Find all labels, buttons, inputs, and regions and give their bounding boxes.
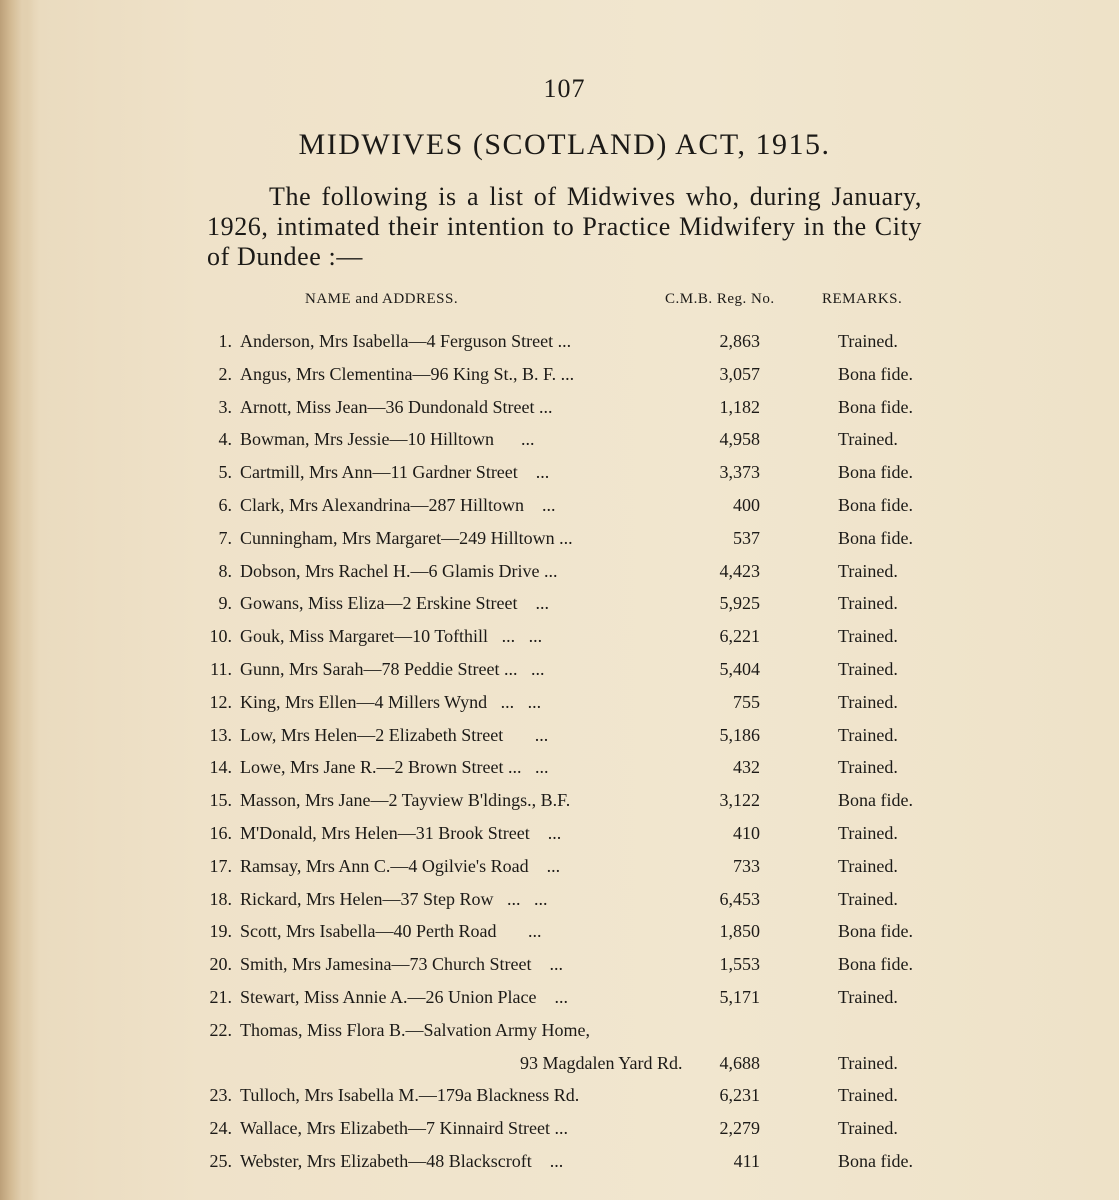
row-name-address: Tulloch, Mrs Isabella M.—179a Blackness Rd. [240, 1085, 580, 1106]
row-remarks: Trained. [838, 757, 898, 778]
table-row [0, 687, 1119, 717]
row-remarks: Bona fide. [838, 1151, 913, 1171]
row-number: 9. [218, 593, 232, 614]
row-number: 19. [209, 921, 232, 942]
row-reg-number: 6,221 [719, 626, 760, 647]
row-number: 25. [209, 1151, 232, 1171]
row-reg-number: 1,182 [719, 396, 760, 417]
row-reg-number: 755 [733, 691, 760, 712]
table-row [0, 523, 1119, 553]
row-number: 2. [218, 363, 232, 384]
row-name-address: Scott, Mrs Isabella—40 Perth Road ... [240, 921, 542, 942]
row-name-address: Wallace, Mrs Elizabeth—7 Kinnaird Street ... [240, 1118, 568, 1139]
table-row [0, 457, 1119, 487]
column-header-name: NAME and ADDRESS. [305, 291, 459, 307]
row-name-address: Webster, Mrs Elizabeth—48 Blackscroft ... [240, 1151, 564, 1171]
row-name-address: Gunn, Mrs Sarah—78 Peddie Street ... ... [240, 659, 545, 679]
row-remarks: Trained. [838, 429, 898, 450]
row-number: 5. [218, 462, 232, 483]
row-number: 22. [209, 1019, 232, 1040]
row-number: 21. [209, 987, 232, 1007]
row-reg-number: 5,171 [719, 987, 760, 1007]
table-row [0, 556, 1119, 586]
row-number: 8. [218, 560, 232, 581]
row-number: 7. [218, 527, 232, 548]
row-reg-number: 537 [733, 527, 760, 548]
row-name-address: Rickard, Mrs Helen—37 Step Row ... ... [240, 888, 548, 909]
row-number: 10. [209, 626, 232, 647]
row-reg-number: 400 [733, 495, 760, 515]
row-reg-number: 411 [733, 1151, 760, 1171]
row-remarks: Trained. [838, 987, 898, 1007]
page-title: MIDWIVES (SCOTLAND) ACT, 1915. [298, 128, 831, 161]
row-name-address: Thomas, Miss Flora B.—Salvation Army Home, [240, 1019, 590, 1040]
row-remarks: Trained. [838, 888, 898, 909]
column-header-reg: C.M.B. Reg. No. [665, 291, 775, 307]
table-row [0, 720, 1119, 750]
row-reg-number: 6,231 [719, 1085, 760, 1106]
row-remarks: Bona fide. [838, 363, 913, 384]
table-row [0, 1048, 1119, 1078]
row-remarks: Bona fide. [838, 396, 913, 417]
row-remarks: Trained. [838, 1085, 898, 1106]
row-reg-number: 1,553 [719, 954, 760, 975]
table-row [0, 1146, 1119, 1176]
table-row [0, 490, 1119, 520]
row-reg-number: 3,122 [719, 790, 760, 811]
row-number: 18. [209, 888, 232, 909]
row-remarks: Trained. [838, 823, 898, 843]
table-row [0, 982, 1119, 1012]
row-number: 20. [209, 954, 232, 975]
row-number: 23. [209, 1085, 232, 1106]
row-remarks: Trained. [838, 724, 898, 745]
row-name-address: Bowman, Mrs Jessie—10 Hilltown ... [240, 429, 535, 450]
row-name-address: Low, Mrs Helen—2 Elizabeth Street ... [240, 724, 549, 745]
row-remarks: Trained. [838, 855, 898, 876]
table-row [0, 1015, 1119, 1045]
row-name-address: Masson, Mrs Jane—2 Tayview B'ldings., B.F. [240, 790, 571, 811]
table-row [0, 392, 1119, 422]
table-row [0, 818, 1119, 848]
row-reg-number: 4,958 [719, 429, 760, 450]
table-row [0, 424, 1119, 454]
row-number: 17. [209, 855, 232, 876]
row-remarks: Trained. [838, 626, 898, 647]
row-reg-number: 2,279 [719, 1118, 760, 1139]
table-row [0, 1080, 1119, 1110]
row-number: 12. [209, 691, 232, 712]
table-row [0, 752, 1119, 782]
row-reg-number: 5,404 [719, 659, 760, 679]
row-name-address: Dobson, Mrs Rachel H.—6 Glamis Drive ... [240, 560, 558, 581]
row-reg-number: 4,423 [719, 560, 760, 581]
row-name-address: M'Donald, Mrs Helen—31 Brook Street ... [240, 823, 562, 843]
row-reg-number: 6,453 [719, 888, 760, 909]
row-reg-number: 2,863 [719, 331, 760, 351]
row-remarks: Trained. [838, 691, 898, 712]
table-row [0, 851, 1119, 881]
row-reg-number: 5,186 [719, 724, 760, 745]
row-remarks: Trained. [838, 1052, 898, 1073]
row-name-address: Gowans, Miss Eliza—2 Erskine Street ... [240, 593, 549, 614]
row-remarks: Bona fide. [838, 495, 913, 515]
row-number: 6. [218, 495, 232, 515]
row-remarks: Trained. [838, 1118, 898, 1139]
row-name-address: Gouk, Miss Margaret—10 Tofthill ... ... [240, 626, 543, 647]
row-remarks: Bona fide. [838, 462, 913, 483]
row-reg-number: 4,688 [719, 1052, 760, 1073]
row-name-address: Ramsay, Mrs Ann C.—4 Ogilvie's Road ... [240, 855, 561, 876]
row-address-continuation: 93 Magdalen Yard Rd. [520, 1052, 683, 1073]
row-name-address: Clark, Mrs Alexandrina—287 Hilltown ... [240, 495, 556, 515]
table-row [0, 1113, 1119, 1143]
column-header-remarks: REMARKS. [822, 291, 903, 307]
row-name-address: King, Mrs Ellen—4 Millers Wynd ... ... [240, 691, 542, 712]
row-name-address: Lowe, Mrs Jane R.—2 Brown Street ... ... [240, 757, 549, 778]
row-number: 15. [209, 790, 232, 811]
row-remarks: Bona fide. [838, 954, 913, 975]
row-number: 1. [218, 331, 232, 351]
row-remarks: Bona fide. [838, 921, 913, 942]
table-row [0, 359, 1119, 389]
row-reg-number: 3,057 [719, 363, 760, 384]
row-number: 16. [209, 823, 232, 843]
table-row [0, 588, 1119, 618]
row-number: 3. [218, 396, 232, 417]
row-number: 11. [210, 659, 232, 679]
row-number: 13. [209, 724, 232, 745]
row-remarks: Trained. [838, 659, 898, 679]
row-number: 24. [209, 1118, 232, 1139]
row-remarks: Bona fide. [838, 790, 913, 811]
table-row [0, 916, 1119, 946]
row-reg-number: 733 [733, 855, 760, 876]
intro-text: The following is a list of Midwives who, during January, 1926, intimated their intention to Practice Midwifery in the City of Dundee :— [207, 182, 922, 271]
table-row [0, 621, 1119, 651]
row-remarks: Trained. [838, 331, 898, 351]
page-number: 107 [543, 74, 586, 103]
table-row [0, 949, 1119, 979]
table-row [0, 654, 1119, 684]
row-remarks: Trained. [838, 593, 898, 614]
row-name-address: Smith, Mrs Jamesina—73 Church Street ... [240, 954, 563, 975]
row-number: 14. [209, 757, 232, 778]
row-number: 4. [218, 429, 232, 450]
row-name-address: Stewart, Miss Annie A.—26 Union Place ... [240, 987, 568, 1007]
row-name-address: Anderson, Mrs Isabella—4 Ferguson Street ... [240, 331, 572, 351]
row-remarks: Trained. [838, 560, 898, 581]
table-row [0, 326, 1119, 356]
table-row [0, 884, 1119, 914]
row-name-address: Angus, Mrs Clementina—96 King St., B. F. ... [240, 363, 575, 384]
row-reg-number: 3,373 [719, 462, 760, 483]
row-reg-number: 410 [733, 823, 760, 843]
table-row [0, 785, 1119, 815]
row-remarks: Bona fide. [838, 527, 913, 548]
row-name-address: Cunningham, Mrs Margaret—249 Hilltown ... [240, 527, 573, 548]
row-reg-number: 5,925 [719, 593, 760, 614]
row-reg-number: 432 [733, 757, 760, 778]
row-reg-number: 1,850 [719, 921, 760, 942]
row-name-address: Cartmill, Mrs Ann—11 Gardner Street ... [240, 462, 550, 483]
row-name-address: Arnott, Miss Jean—36 Dundonald Street ... [240, 396, 553, 417]
